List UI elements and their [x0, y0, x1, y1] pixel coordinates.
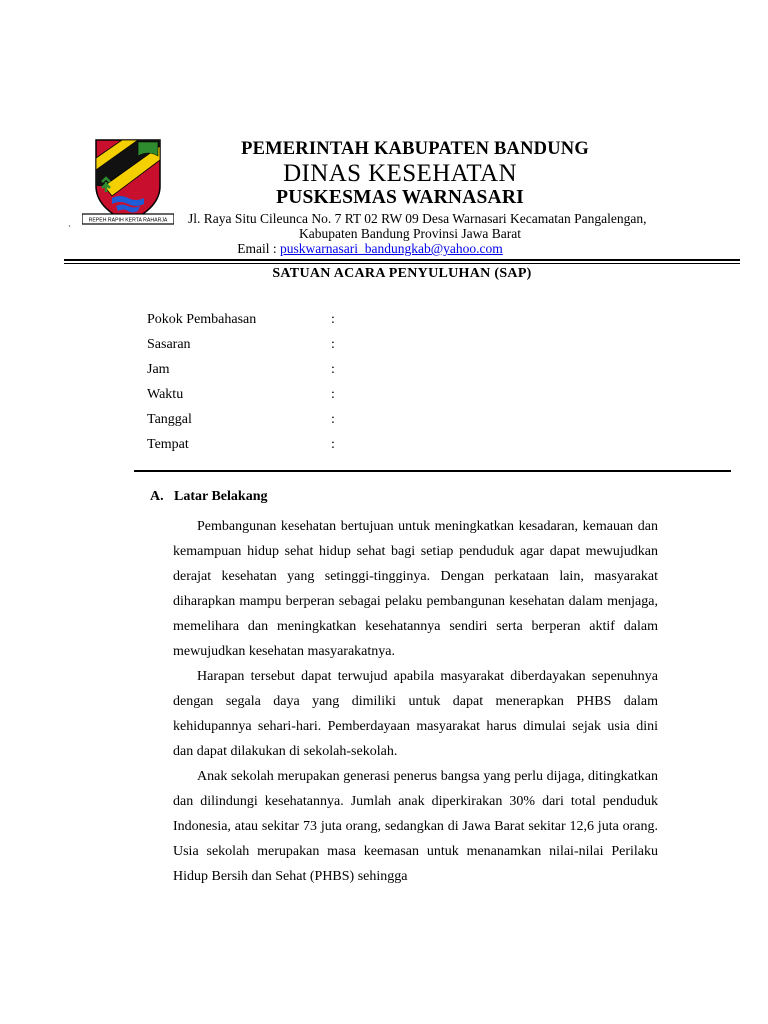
info-colon: : — [331, 312, 335, 327]
stray-mark: ` — [68, 224, 71, 234]
government-heading: PEMERINTAH KABUPATEN BANDUNG — [241, 139, 589, 159]
document-title: SATUAN ACARA PENYULUHAN (SAP) — [272, 266, 532, 281]
info-colon: : — [331, 337, 335, 352]
info-label: Tanggal — [147, 412, 192, 427]
section-heading — [150, 489, 267, 505]
email-label: Email : — [237, 241, 280, 256]
info-colon: : — [331, 437, 335, 452]
info-label: Jam — [147, 362, 170, 377]
info-divider — [134, 470, 731, 472]
body-paragraph: Anak sekolah merupakan generasi penerus bangsa yang perlu dijaga, ditingkatkan dan dilindungi kesehatannya. Jumlah anak diperkirakan 30% dari total penduduk Indonesia, atau sekitar 73 juta orang, sedangkan di Jawa Barat sekitar 12,6 juta orang. Usia sekolah merupakan masa keemasan untuk menanamkan nilai-nilai Perilaku Hidup Bersih dan Sehat (PHBS) sehingga — [173, 769, 658, 884]
info-colon: : — [331, 412, 335, 427]
address-line-1: Jl. Raya Situ Cileunca No. 7 RT 02 RW 09 Desa Warnasari Kecamatan Pangalengan, — [188, 211, 647, 226]
address-line-2: Kabupaten Bandung Provinsi Jawa Barat — [299, 226, 521, 241]
info-colon: : — [331, 362, 335, 377]
email-link[interactable]: puskwarnasari_bandungkab@yahoo.com — [280, 241, 503, 256]
logo-motto-text: REPEH RAPIH KERTA RAHARJA — [88, 217, 168, 224]
info-label: Pokok Pembahasan — [147, 312, 257, 327]
info-label: Sasaran — [147, 337, 191, 352]
info-label: Tempat — [147, 437, 189, 452]
section-body — [173, 514, 658, 889]
letterhead-divider-thin — [64, 263, 740, 264]
department-heading: DINAS KESEHATAN — [283, 160, 517, 187]
info-colon: : — [331, 387, 335, 402]
info-label: Waktu — [147, 387, 184, 402]
body-paragraph: Harapan tersebut dapat terwujud apabila masyarakat diberdayakan sepenuhnya dengan segala daya yang dimiliki untuk dapat menerapkan PHBS dalam kehidupannya sehari-hari. Pemberdayaan masyarakat harus dimulai sejak usia dini dan dapat dilakukan di sekolah-sekolah. — [173, 669, 658, 759]
letterhead-divider-thick — [64, 259, 740, 261]
section-title: Latar Belakang — [174, 489, 268, 504]
body-paragraph: Pembangunan kesehatan bertujuan untuk meningkatkan kesadaran, kemauan dan kemampuan hidup sehat hidup sehat bagi setiap penduduk agar dapat mewujudkan derajat kesehatan yang setinggi-tingginya. Dengan perkataan lain, masyarakat diharapkan mampu berperan sebagai pelaku pembangunan kesehatan dalam menjaga, memelihara dan meningkatkan kesehatannya sendiri serta berperan aktif dalam mewujudkan kesehatan masyarakatnya. — [173, 519, 658, 659]
section-number: A. — [150, 489, 164, 504]
email-line — [160, 241, 580, 257]
clinic-heading: PUSKESMAS WARNASARI — [276, 187, 524, 208]
